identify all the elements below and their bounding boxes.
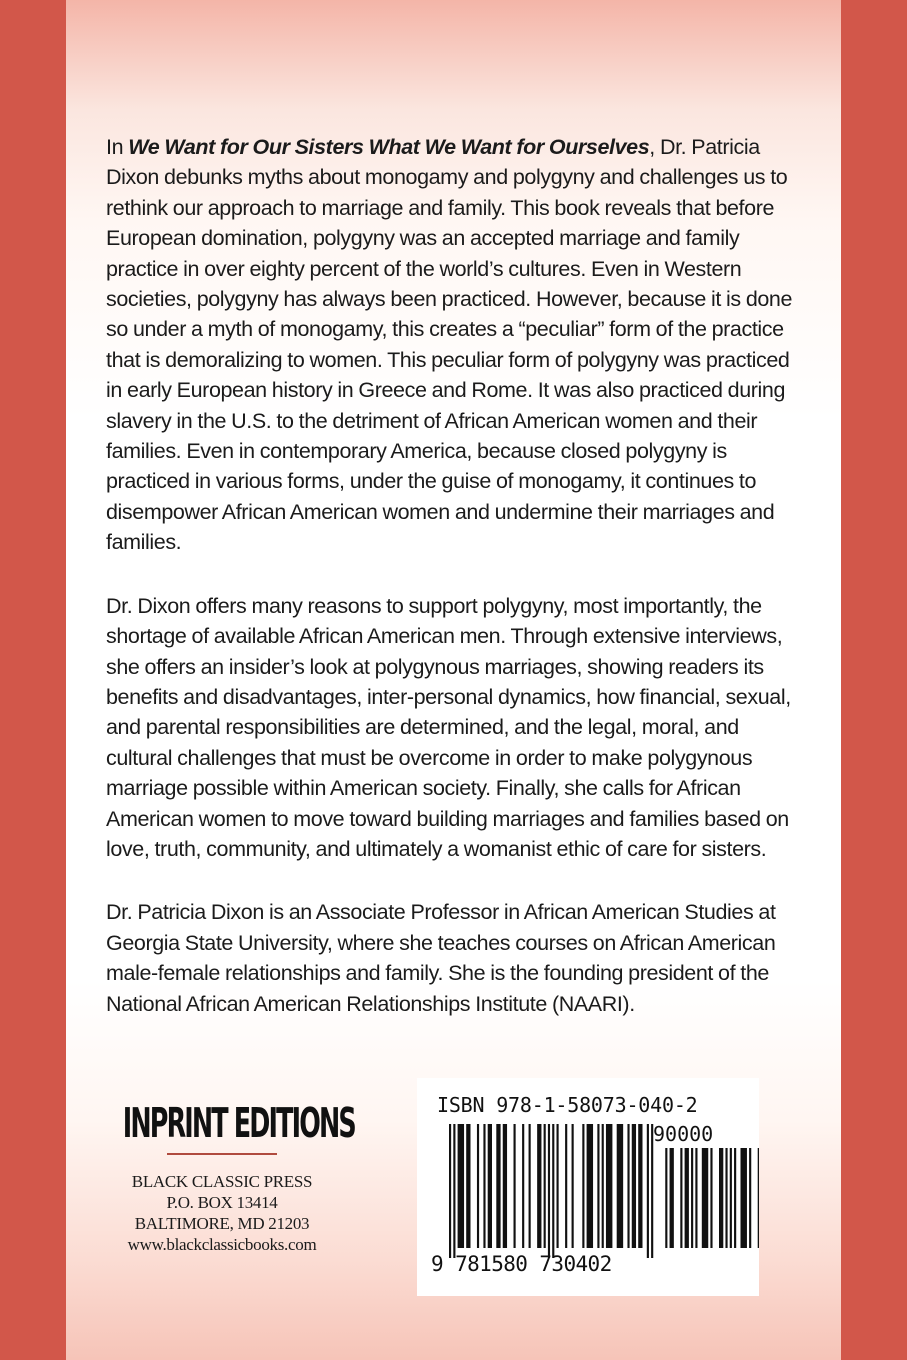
barcode-bar xyxy=(483,1124,485,1248)
barcode-bar xyxy=(587,1124,593,1248)
isbn-barcode-block xyxy=(417,1078,759,1296)
barcode-bar xyxy=(544,1124,546,1248)
publisher-po-box: P.O. BOX 13414 xyxy=(166,1193,278,1212)
barcode-bar xyxy=(453,1124,455,1258)
barcode-bar xyxy=(702,1148,708,1248)
barcode-bar xyxy=(670,1148,674,1248)
barcode-bar xyxy=(597,1124,599,1248)
barcode-bar xyxy=(695,1148,697,1248)
barcode-bar xyxy=(514,1124,516,1248)
barcode-bar xyxy=(617,1124,623,1248)
barcode-bar xyxy=(537,1124,541,1248)
barcode-bar xyxy=(725,1148,727,1248)
barcode-bar xyxy=(710,1148,712,1248)
barcode-bar xyxy=(632,1124,636,1248)
barcode-bar xyxy=(685,1148,689,1248)
barcode-bar xyxy=(758,1148,759,1248)
barcode-bar xyxy=(606,1124,612,1248)
barcode-bar xyxy=(719,1148,723,1248)
blurb-paragraph-2: Dr. Dixon offers many reasons to support polygyny, most importantly, the shortage of available African American men. Through extensive interviews, she offers an insider’s look at polygynous marriages, showing readers its benefits and disadvantages, inter-personal dynamics, how financial, sexual, and parental responsibilities are determined, and the legal, moral, and cultural challenges that must be overcome in order to make polygynous marriage possible within American society. Finally, she calls for African American women to move toward building marriages and families based on love, truth, community, and ultimately a womanist ethic of care for sisters. xyxy=(106,593,791,861)
blurb-paragraph-1: In We Want for Our Sisters What We Want for Ourselves, Dr. Patricia Dixon debunks myths about monogamy and polygyny and challenges us to rethink our approach to marriage and family. This book reveals that before European domination, polygyny was an accepted marriage and family practice in over eighty percent of the world’s cultures. Even in Western societies, polygyny has always been practiced. However, because it is done so under a myth of monogamy, this creates a “peculiar” form of the practice that is demoralizing to women. This peculiar form of polygyny was practiced in early European history in Greece and Rome. It was also practiced during slavery in the U.S. to the detriment of African American women and their families. Even in contemporary America, because closed polygyny is practiced in various forms, under the guise of monogamy, it continues to disempower African American women and undermine their marriages and families. xyxy=(106,135,793,555)
book-title: We Want for Our Sisters What We Want for Ourselves xyxy=(128,135,650,159)
barcode-bar xyxy=(466,1124,470,1248)
back-cover-blurb xyxy=(106,132,806,1052)
barcode-bar xyxy=(734,1148,736,1248)
barcode-bar xyxy=(691,1148,693,1248)
barcode-bar xyxy=(477,1124,479,1248)
barcode-bar xyxy=(741,1148,747,1248)
publisher-website[interactable]: www.blackclassicbooks.com xyxy=(127,1235,317,1254)
barcode-bar xyxy=(572,1124,574,1248)
publisher-imprint xyxy=(112,1095,355,1255)
barcode-bar xyxy=(488,1124,492,1248)
barcode-bar xyxy=(730,1148,732,1248)
barcode-bar xyxy=(557,1124,559,1248)
barcode-bar xyxy=(602,1124,604,1248)
barcode-bar xyxy=(449,1124,451,1258)
publisher-city: BALTIMORE, MD 21203 xyxy=(134,1214,310,1233)
isbn-label: ISBN 978-1-58073-040-2 xyxy=(437,1093,698,1117)
barcode-bar xyxy=(503,1124,507,1248)
author-bio: Dr. Patricia Dixon is an Associate Professor in African American Studies at Georgia State University, where she teaches courses on African American male-female relationships and family. She is the founding president of the National African American Relationships Institute (NAARI). xyxy=(106,900,776,1016)
barcode-bar xyxy=(638,1124,642,1248)
barcode-bar xyxy=(651,1124,653,1258)
barcode-bar xyxy=(496,1124,500,1248)
barcode-bar xyxy=(552,1124,554,1258)
barcode-bar xyxy=(565,1124,567,1248)
barcode-bar xyxy=(647,1124,649,1258)
barcode-bar xyxy=(529,1124,531,1248)
barcode-bar xyxy=(627,1124,629,1248)
price-code: 90000 xyxy=(653,1122,714,1146)
barcode-bar xyxy=(522,1124,524,1248)
inprint-editions-logo: INPRINT EDITIONS xyxy=(122,1099,355,1147)
barcode-bar xyxy=(665,1148,667,1248)
barcode-bar xyxy=(458,1124,464,1248)
barcode-bar xyxy=(749,1148,751,1248)
barcode-bar xyxy=(680,1148,682,1248)
barcode-bar xyxy=(582,1124,584,1248)
publisher-name: BLACK CLASSIC PRESS xyxy=(131,1172,313,1191)
imprint-divider xyxy=(167,1153,277,1155)
ean-digits: 9 781580 730402 xyxy=(431,1252,612,1276)
barcode-bar xyxy=(548,1124,550,1258)
